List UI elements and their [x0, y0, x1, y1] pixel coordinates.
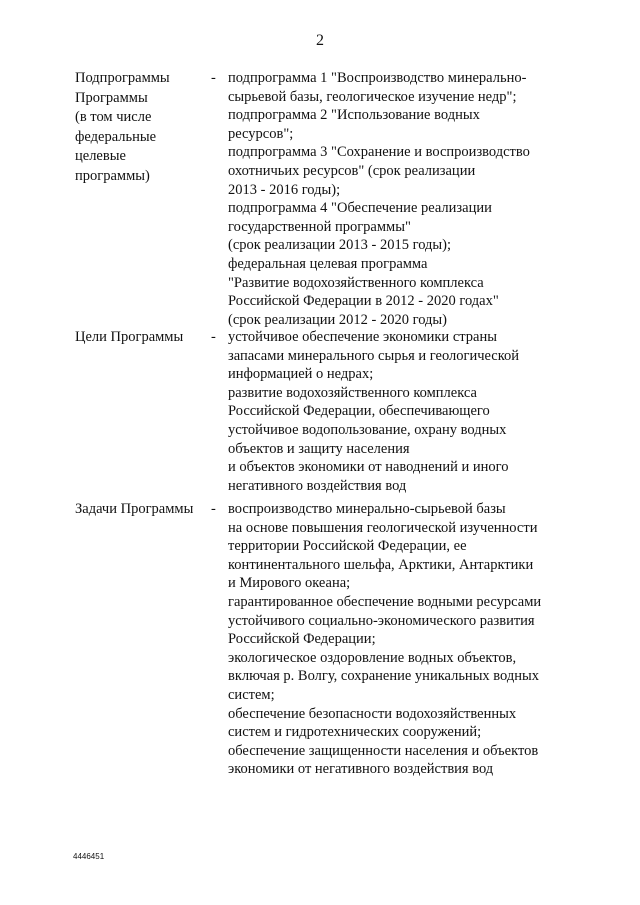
section-label: [75, 69, 210, 186]
label-line: Задачи Программы: [75, 501, 194, 517]
content-line: развитие водохозяйственного комплекса: [228, 384, 477, 401]
content-line: систем и гидротехнических сооружений;: [228, 724, 482, 741]
content-line: (срок реализации 2013 - 2015 годы);: [228, 237, 452, 254]
content-line: воспроизводство минерально-сырьевой базы: [228, 501, 506, 517]
label-line: Цели Программы: [75, 329, 184, 345]
label-line: (в том числе: [75, 109, 152, 125]
content-line: Российской Федерации, обеспечивающего: [228, 403, 490, 420]
page-number: 2: [316, 32, 324, 49]
content-line: "Развитие водохозяйственного комплекса: [228, 274, 484, 291]
content-line: и Мирового океана;: [228, 575, 351, 592]
content-line: (срок реализации 2012 - 2020 годы): [228, 311, 447, 328]
content-line: территории Российской Федерации, ее: [228, 538, 467, 555]
content-line: обеспечение защищенности населения и объектов: [228, 742, 539, 759]
section-content: [228, 328, 598, 495]
label-line: федеральные: [75, 128, 157, 145]
section-dash: -: [211, 329, 216, 345]
content-line: включая р. Волгу, сохранение уникальных водных: [228, 668, 540, 685]
content-line: на основе повышения геологической изученности: [228, 519, 538, 536]
content-line: устойчивого социально-экономического развития: [228, 612, 535, 629]
content-line: обеспечение безопасности водохозяйственных: [228, 705, 517, 722]
content-line: устойчивое водопользование, охрану водных: [228, 421, 507, 438]
content-line: информацией о недрах;: [228, 366, 374, 383]
content-line: гарантированное обеспечение водными ресурсами: [228, 593, 542, 610]
content-line: 2013 - 2016 годы);: [228, 181, 341, 198]
content-line: систем;: [228, 686, 275, 703]
content-line: и объектов экономики от наводнений и иного: [228, 459, 509, 476]
content-line: подпрограмма 4 "Обеспечение реализации: [228, 200, 492, 217]
content-line: Российской Федерации в 2012 - 2020 годах": [228, 293, 499, 310]
content-line: континентального шельфа, Арктики, Антарктики: [228, 556, 534, 573]
content-line: ресурсов";: [228, 125, 294, 142]
section-content: [228, 500, 598, 779]
section-content: [228, 69, 598, 329]
label-line: Программы: [75, 89, 148, 106]
content-line: экологическое оздоровление водных объектов,: [228, 649, 517, 666]
document-code: 4446451: [73, 852, 105, 861]
content-line: запасами минерального сырья и геологической: [228, 347, 520, 364]
content-line: федеральная целевая программа: [228, 255, 428, 272]
content-line: подпрограмма 2 "Использование водных: [228, 107, 480, 124]
section-label: [75, 328, 210, 348]
content-line: подпрограмма 3 "Сохранение и воспроизводство: [228, 144, 530, 161]
section-label: [75, 500, 210, 520]
content-line: объектов и защиту населения: [228, 440, 410, 457]
content-line: охотничьих ресурсов" (срок реализации: [228, 162, 476, 179]
content-line: негативного воздействия вод: [228, 477, 407, 494]
content-line: устойчивое обеспечение экономики страны: [228, 329, 497, 345]
label-line: Подпрограммы: [75, 70, 170, 86]
content-line: экономики от негативного воздействия вод: [228, 761, 494, 778]
section-dash: -: [211, 70, 216, 86]
content-line: подпрограмма 1 "Воспроизводство минерально-: [228, 70, 527, 86]
content-line: Российской Федерации;: [228, 631, 376, 648]
section-dash: -: [211, 501, 216, 517]
content-line: государственной программы": [228, 218, 411, 235]
content-line: сырьевой базы, геологическое изучение недр";: [228, 88, 517, 105]
label-line: целевые: [75, 148, 126, 164]
label-line: программы): [75, 167, 150, 184]
